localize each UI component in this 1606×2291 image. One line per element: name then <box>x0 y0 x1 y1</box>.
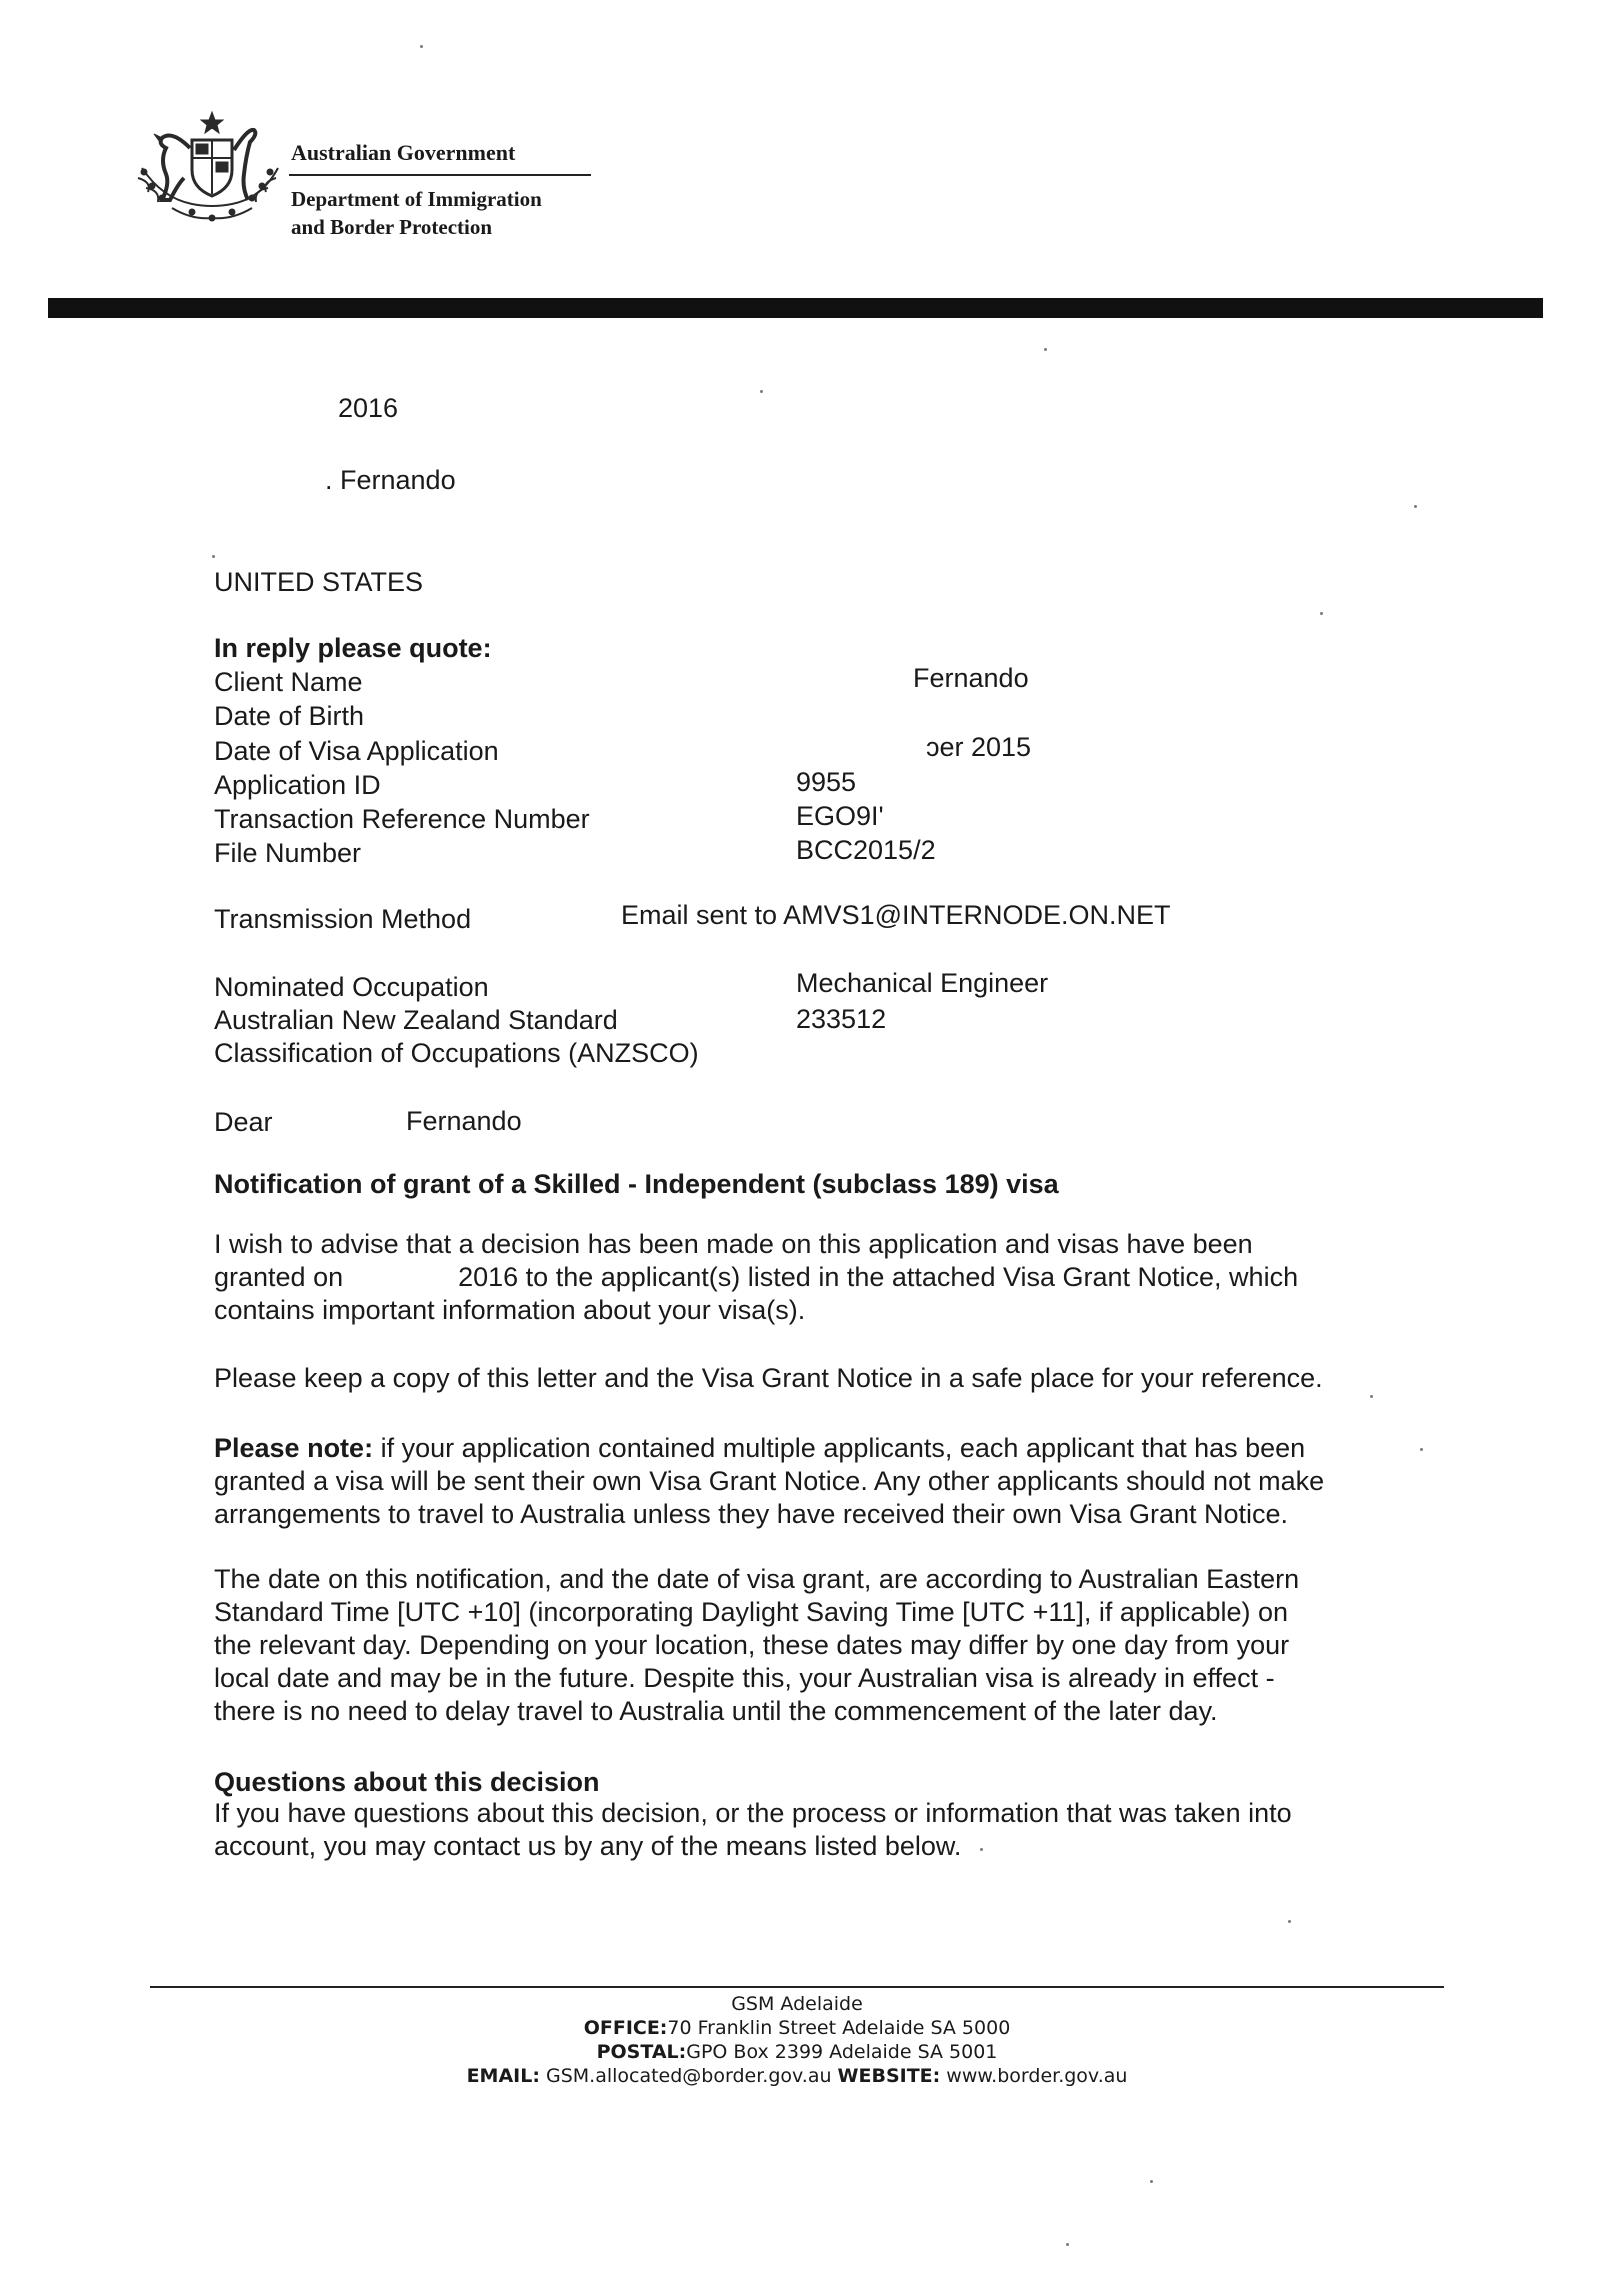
scan-speck <box>1150 2180 1153 2183</box>
reference-heading: In reply please quote: <box>214 633 492 663</box>
footer-rule <box>150 1986 1444 1988</box>
ref-value-application-id: 9955 <box>796 767 857 797</box>
paragraph-keep-copy <box>214 1362 1323 1395</box>
scan-speck <box>1420 1448 1423 1451</box>
scan-speck <box>980 1848 983 1851</box>
footer-email-value: GSM.allocated@border.gov.au <box>539 2065 838 2087</box>
ref-label-application-id: Application ID <box>214 770 381 800</box>
paragraph-line: granted a visa will be sent their own Visa Grant Notice. Any other applicants should not make <box>214 1466 1325 1496</box>
occupation-value: Mechanical Engineer <box>796 968 1049 998</box>
scan-speck <box>1320 612 1323 615</box>
footer-postal-value: GPO Box 2399 Adelaide SA 5001 <box>686 2041 998 2063</box>
salutation-dear: Dear <box>214 1107 273 1137</box>
transmission-label: Transmission Method <box>214 904 472 934</box>
anzsco-value: 233512 <box>796 1004 887 1034</box>
scan-speck <box>212 555 215 558</box>
recipient-name: . Fernando <box>325 465 456 495</box>
scan-speck <box>1288 1920 1291 1923</box>
scan-speck <box>420 45 423 48</box>
header-bar <box>48 298 1543 318</box>
footer-website-value: www.border.gov.au <box>940 2065 1128 2087</box>
ref-label-file-number: File Number <box>214 838 362 868</box>
scan-speck <box>760 390 763 393</box>
paragraph-line: If you have questions about this decision, or the process or information that was taken into <box>214 1798 1292 1828</box>
ref-value-file-number: BCC2015/2 <box>796 835 936 865</box>
paragraph-line: local date and may be in the future. Despite this, your Australian visa is already in effect - <box>214 1663 1275 1693</box>
paragraph-line: I wish to advise that a decision has been made on this application and visas have been <box>214 1229 1253 1259</box>
scan-speck <box>1370 1395 1373 1398</box>
footer-office-name: GSM Adelaide <box>731 1993 863 2015</box>
paragraph-decision <box>214 1228 1298 1327</box>
scan-speck <box>1044 348 1047 351</box>
please-note-label: Please note: <box>214 1433 374 1463</box>
paragraph-time-zone <box>214 1563 1299 1728</box>
footer-website-label: WEBSITE: <box>837 2065 941 2087</box>
paragraph-line: the relevant day. Depending on your location, these dates may differ by one day from your <box>214 1630 1290 1660</box>
coat-of-arms-icon <box>132 108 282 226</box>
dept-line-2: and Border Protection <box>291 215 493 239</box>
paragraph-line: contains important information about your visa(s). <box>214 1295 806 1325</box>
ref-value-client-name: Fernando <box>913 663 1029 693</box>
please-note-text: if your application contained multiple applicants, each applicant that has been <box>373 1433 1306 1463</box>
footer-office-label: OFFICE: <box>583 2017 668 2039</box>
questions-heading: Questions about this decision <box>214 1767 600 1797</box>
scan-speck <box>1066 2243 1069 2246</box>
footer-postal-label: POSTAL: <box>596 2041 687 2063</box>
footer-email-label: EMAIL: <box>466 2065 540 2087</box>
paragraph-line: The date on this notification, and the date of visa grant, are according to Australian Eastern <box>214 1564 1300 1594</box>
letter-date: 2016 <box>338 393 399 423</box>
paragraph-questions <box>214 1797 1292 1863</box>
paragraph-line: account, you may contact us by any of the means listed below. <box>214 1831 962 1861</box>
letterhead-rule <box>289 174 591 176</box>
scan-speck <box>1414 505 1417 508</box>
paragraph-line: there is no need to delay travel to Australia until the commencement of the later day. <box>214 1696 1218 1726</box>
paragraph-line <box>214 1432 1324 1465</box>
gov-name: Australian Government <box>291 140 516 165</box>
dept-line-1: Department of Immigration <box>291 187 542 211</box>
granted-on-text: granted on <box>214 1262 344 1292</box>
ref-label-client-name: Client Name <box>214 667 363 697</box>
ref-value-transaction-ref: EGO9I' <box>796 801 884 831</box>
anzsco-label-2: Classification of Occupations (ANZSCO) <box>214 1038 699 1068</box>
ref-label-application-date: Date of Visa Application <box>214 736 499 766</box>
paragraph-line: Please keep a copy of this letter and the Visa Grant Notice in a safe place for your reference. <box>214 1363 1323 1393</box>
paragraph-please-note <box>214 1432 1324 1531</box>
paragraph-line <box>214 1261 1298 1294</box>
paragraph-line: Standard Time [UTC +10] (incorporating Daylight Saving Time [UTC +11], if applicable) on <box>214 1597 1289 1627</box>
paragraph-line: arrangements to travel to Australia unless they have received their own Visa Grant Notice. <box>214 1499 1289 1529</box>
recipient-country: UNITED STATES <box>214 567 424 597</box>
anzsco-label-1: Australian New Zealand Standard <box>214 1005 618 1035</box>
granted-rest-text: 2016 to the applicant(s) listed in the attached Visa Grant Notice, which <box>458 1262 1299 1292</box>
footer <box>150 1992 1444 2088</box>
ref-value-application-date: ɔer 2015 <box>926 732 1032 762</box>
transmission-value: Email sent to AMVS1@INTERNODE.ON.NET <box>621 900 1171 930</box>
ref-label-dob: Date of Birth <box>214 701 365 731</box>
salutation-name: Fernando <box>406 1106 522 1136</box>
occupation-label: Nominated Occupation <box>214 972 489 1002</box>
ref-label-transaction-ref: Transaction Reference Number <box>214 804 590 834</box>
footer-office-value: 70 Franklin Street Adelaide SA 5000 <box>667 2017 1011 2039</box>
letter-subject: Notification of grant of a Skilled - Independent (subclass 189) visa <box>214 1169 1059 1199</box>
